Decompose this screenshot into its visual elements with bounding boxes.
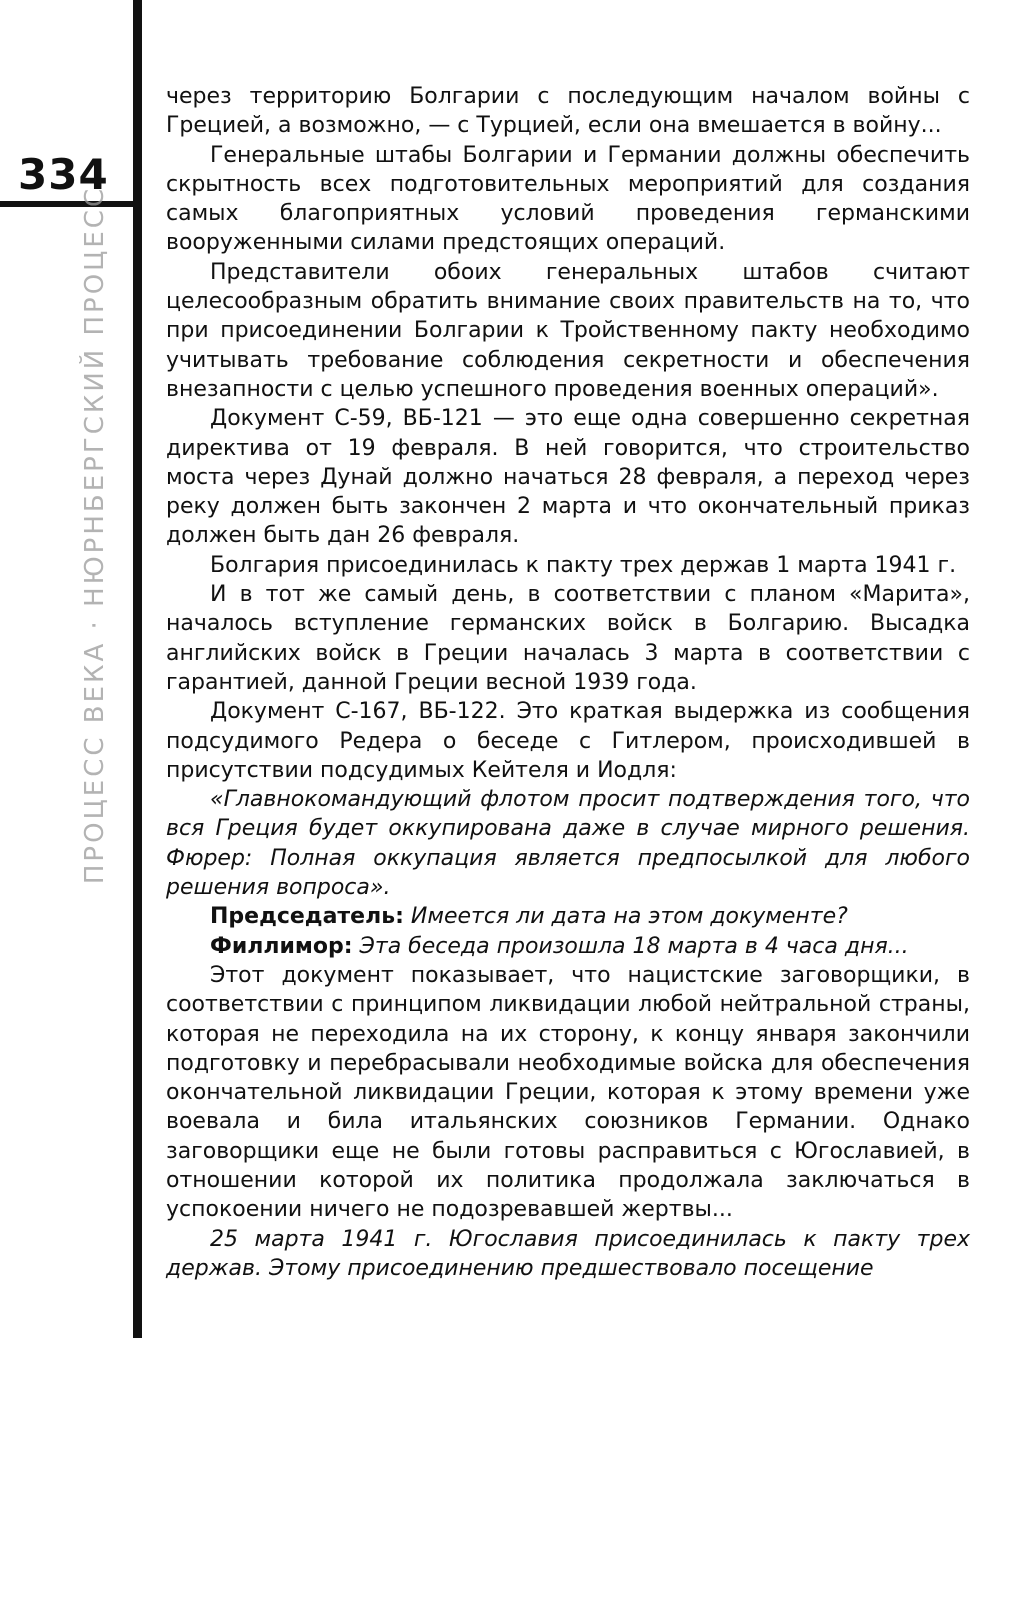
paragraph: Документ С-167, ВБ-122. Это краткая выдержка из сообщения подсудимого Редера о беседе с Гитлером, происходившей в присутствии подсудимых Кейтеля и Иодля: <box>166 699 970 783</box>
paragraph: И в тот же самый день, в соответствии с планом «Марита», началось вступление германских войск в Болгарию. Высадка английских войск в Греции началась 3 марта в соответствии с гарантией, данной Греции весной 1939 года. <box>166 582 970 695</box>
paragraph: Представители обоих генеральных штабов считают целесообразным обратить внимание своих правительств на то, что при присоединении Болгарии к Тройственному пакту необходимо учитывать требование соблюдения секретности и обеспечения внезапности с целью успешного проведения военных операций». <box>166 259 970 402</box>
dialogue-paragraph <box>166 902 970 931</box>
running-head <box>74 185 116 885</box>
speaker-line: Эта беседа произошла 18 марта в 4 часа дня... <box>359 933 909 959</box>
running-head-text: ПРОЦЕСС ВЕКА · НЮРНБЕРГСКИЙ ПРОЦЕСС <box>80 185 111 885</box>
speaker-name: Председатель: <box>210 904 404 930</box>
quote-paragraph: «Главнокомандующий флотом просит подтверждения того, что вся Греция будет оккупирована даже в случае мирного решения. Фюрер: Полная оккупация является предпосылкой для любого решения вопроса». <box>166 787 970 901</box>
paragraph: Болгария присоединилась к пакту трех держав 1 марта 1941 г. <box>210 552 957 578</box>
paragraph: 25 марта 1941 г. Югославия присоединилась к пакту трех держав. Этому присоединению предшествовало посещение <box>166 1226 970 1281</box>
page-number-rule <box>0 201 140 207</box>
page-number: 334 <box>18 150 109 199</box>
dialogue-paragraph <box>166 932 970 961</box>
paragraph: Документ С-59, ВБ-121 — это еще одна совершенно секретная директива от 19 февраля. В ней говорится, что строительство моста через Дунай должно начаться 28 февраля, а переход через реку должен быть закончен 2 марта и что окончательный приказ должен быть дан 26 февраля. <box>166 406 970 549</box>
speaker-name: Филлимор: <box>210 933 353 959</box>
paragraph: Этот документ показывает, что нацистские заговорщики, в соответствии с принципом ликвидации любой нейтральной страны, которая не переходила на их сторону, к концу января закончили подготовку и перебрасывали необходимые войска для обеспечения окончательной ликвидации Греции, которая к этому времени уже воевала и била итальянских союзников Германии. Однако заговорщики еще не были готовы расправиться с Югославией, в отношении которой их политика продолжала заключаться в успокоении ничего не подозревавшей жертвы... <box>166 962 970 1223</box>
speaker-line: Имеется ли дата на этом документе? <box>410 904 848 930</box>
body-text <box>166 82 970 1283</box>
paragraph: Генеральные штабы Болгарии и Германии должны обеспечить скрытность всех подготовительных мероприятий для создания самых благоприятных условий проведения германскими вооруженными силами предстоящих операций. <box>166 142 970 256</box>
paragraph: через территорию Болгарии с последующим началом войны с Грецией, а возможно, — с Турцией, если она вмешается в войну... <box>166 84 970 139</box>
